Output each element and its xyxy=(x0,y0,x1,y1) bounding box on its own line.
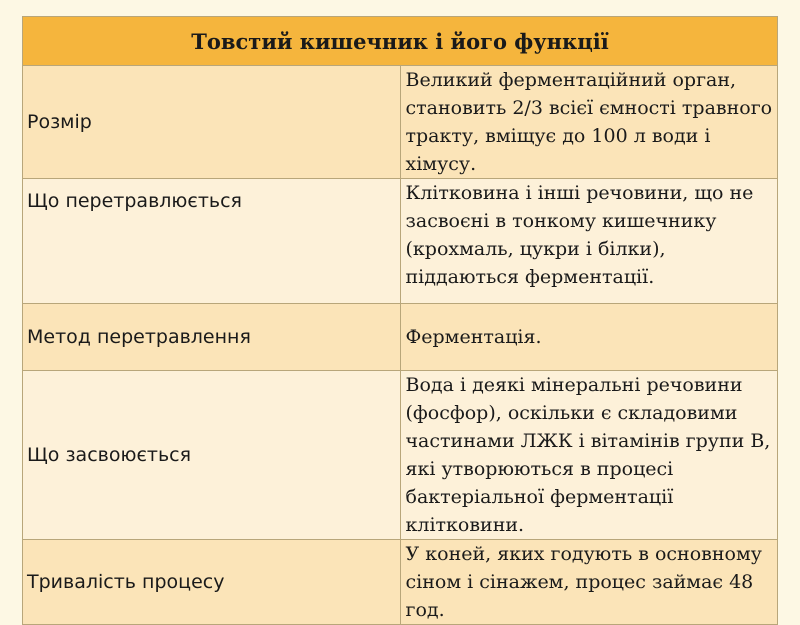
table-row xyxy=(23,66,778,179)
table-row xyxy=(23,304,778,371)
table-row xyxy=(23,179,778,304)
functions-table-container xyxy=(22,16,778,625)
table-row xyxy=(23,371,778,540)
row-value-absorbed: Вода і деякі мінеральні речовини (фосфор), оскільки є складовими частинами ЛЖК і вітамінів групи В, які утворюються в процесі бактеріальної ферментації клітковини. xyxy=(400,371,778,540)
row-label-absorbed: Що засвоюється xyxy=(23,371,401,540)
row-value-duration: У коней, яких годують в основному сіном і сінажем, процес займає 48 год. xyxy=(400,540,778,625)
row-label-size: Розмір xyxy=(23,66,401,179)
functions-table xyxy=(22,16,778,625)
row-label-method: Метод перетравлення xyxy=(23,304,401,371)
row-value-method: Ферментація. xyxy=(400,304,778,371)
row-value-size: Великий ферментаційний орган, становить 2/3 всієї ємності травного тракту, вміщує до 100 л води і хімусу. xyxy=(400,66,778,179)
table-title: Товстий кишечник і його функції xyxy=(23,17,778,66)
row-label-duration: Тривалість процесу xyxy=(23,540,401,625)
table-header-row xyxy=(23,17,778,66)
table-row xyxy=(23,540,778,625)
row-value-digested: Клітковина і інші речовини, що не засвоєні в тонкому кишечнику (крохмаль, цукри і білки), піддаються ферментації. xyxy=(400,179,778,304)
row-label-digested: Що перетравлюється xyxy=(23,179,401,304)
